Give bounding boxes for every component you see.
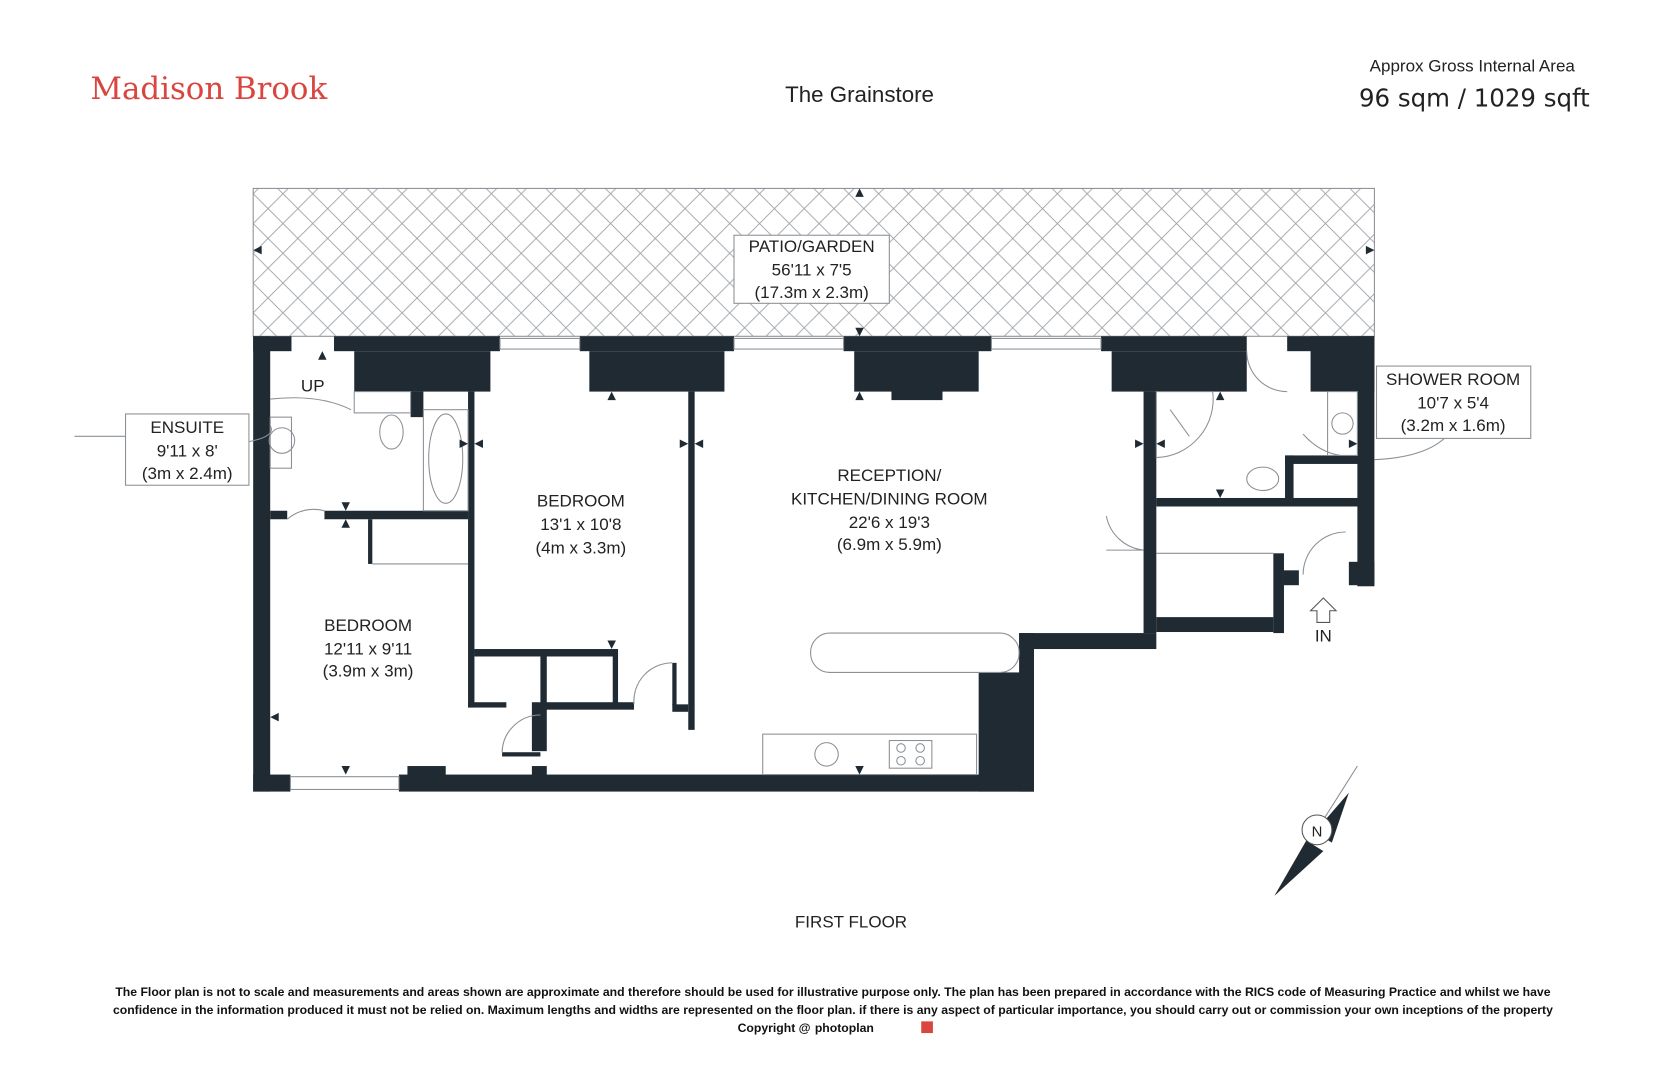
stairs-up-label: UP [300, 376, 325, 396]
basin-icon [1332, 413, 1353, 434]
bathtub-icon [429, 414, 463, 503]
svg-text:13'1 x 10'8: 13'1 x 10'8 [540, 514, 622, 534]
svg-text:(3.9m x 3m): (3.9m x 3m) [322, 661, 414, 681]
room-label-shower-room [1377, 366, 1531, 438]
north-compass-icon [1274, 766, 1357, 896]
hob-icon [889, 741, 932, 769]
svg-text:(6.9m x 5.9m): (6.9m x 5.9m) [836, 535, 942, 555]
floor-label: FIRST FLOOR [794, 912, 908, 932]
svg-text:9'11 x 8': 9'11 x 8' [156, 441, 218, 461]
room-label-bedroom-2 [323, 616, 414, 681]
svg-text:10'7 x 5'4: 10'7 x 5'4 [1417, 393, 1490, 413]
basin-icon [269, 428, 295, 454]
room-label-reception [791, 466, 988, 554]
svg-text:(17.3m x 2.3m): (17.3m x 2.3m) [754, 282, 869, 302]
svg-text:KITCHEN/DINING ROOM: KITCHEN/DINING ROOM [790, 489, 988, 509]
svg-text:22'6 x 19'3: 22'6 x 19'3 [848, 512, 930, 532]
svg-text:56'11 x 7'5: 56'11 x 7'5 [771, 260, 852, 280]
svg-text:12'11 x 9'11: 12'11 x 9'11 [323, 639, 413, 659]
toilet-icon [380, 415, 403, 449]
brand-logo: Madison Brook [90, 71, 328, 108]
svg-text:PATIO/GARDEN: PATIO/GARDEN [748, 237, 875, 257]
kitchen-counter [763, 734, 977, 774]
disclaimer-line-1: The Floor plan is not to scale and measurements and areas shown are approximate and therefore should be used for illustrative purpose only. The plan has been prepared in accordance with the RICS code of Measuring Practice and whilst we have [115, 984, 1551, 999]
photoplan-logo: photoplan [814, 1020, 874, 1035]
svg-text:BEDROOM: BEDROOM [536, 491, 625, 511]
sink-icon [815, 743, 838, 766]
svg-text:(4m x 3.3m): (4m x 3.3m) [535, 538, 627, 558]
photoplan-logo-icon [921, 1021, 933, 1033]
entrance-label: IN [1314, 626, 1332, 646]
svg-text:RECEPTION/: RECEPTION/ [837, 465, 942, 485]
svg-text:(3.2m x 1.6m): (3.2m x 1.6m) [1400, 415, 1506, 435]
property-title: The Grainstore [785, 82, 934, 108]
svg-text:ENSUITE: ENSUITE [150, 418, 225, 438]
shower-icon [1156, 392, 1213, 458]
svg-text:N: N [1311, 824, 1323, 841]
svg-text:(3m x 2.4m): (3m x 2.4m) [141, 463, 233, 483]
area-value: 96 sqm / 1029 sqft [1358, 83, 1590, 113]
disclaimer-line-2: confidence in the information produced it must not be relied on. Maximum lengths and widths are represented on the floor plan. if there is any aspect of particular importance, you should carry out or commission your own inceptions of the property [112, 1002, 1553, 1017]
toilet-icon [1247, 467, 1279, 490]
room-label-bedroom-1 [535, 491, 626, 557]
area-label: Approx Gross Internal Area [1369, 56, 1575, 76]
svg-text:SHOWER ROOM: SHOWER ROOM [1386, 370, 1521, 390]
copyright-label: Copyright @ [737, 1020, 811, 1035]
room-label-ensuite [126, 414, 249, 485]
svg-text:BEDROOM: BEDROOM [324, 615, 413, 635]
entrance-arrow-icon [1311, 598, 1337, 622]
fixtures [74, 351, 1446, 774]
kitchen-island [811, 633, 1020, 672]
patio-label [734, 235, 889, 303]
